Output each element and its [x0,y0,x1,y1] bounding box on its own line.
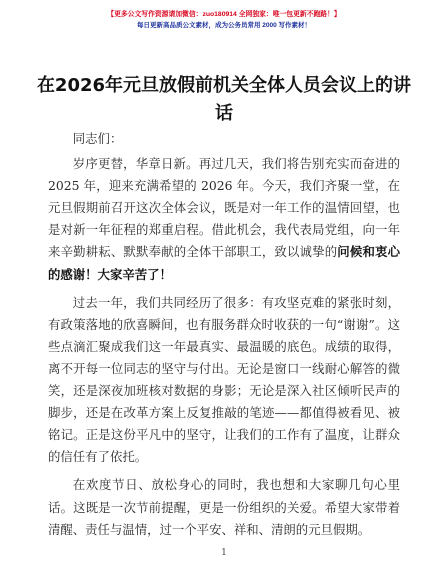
paragraph-2: 过去一年，我们共同经历了很多：有攻坚克难的紧张时刻，有政策落地的欣喜瞬间，也有服务群众时收获的一句“谢谢”。这些点滴汇聚成我们这一年最真实、最温暖的底色。成绩的取得，离不开每一位同志的坚守与付出。无论是窗口一线耐心解答的微笑，还是深夜加班核对数据的身影；无论是深入社区倾听民声的脚步，还是在改革方案上反复推敲的笔迹——都值得被看见、被铭记。正是这份平凡中的坚守，让我们的工作有了温度，让群众的信任有了依托。 [48,294,400,465]
promo-banner-line-1: 【更多公文写作资源请加微信：zuo180914 全网独家：唯一包更新不跑路！】 [107,11,341,18]
document-title: 在2026年元旦放假前机关全体人员会议上的讲话 [36,75,412,124]
paragraph-1-text: 岁序更替，华章日新。再过几天，我们将告别充实而奋进的 2025 年，迎来充满希望的 2026 年。今天，我们齐聚一堂，在元旦假期前召开这次全体会议，既是对一年工作的温情回望，也是对新一年征程的郑重启程。借此机会，我代表局党组，向一年来辛勤耕耘、默默奉献的全体干部职工，致以诚挚的 [48,156,400,260]
paragraph-1 [48,153,400,286]
paragraph-1-emphasis: 问候和衷心的感谢！大家辛苦了！ [48,244,400,282]
promo-banner-line-2: 每日更新高品质公文素材，成为公务员常用 2000 写作素材！ [136,22,312,29]
document-body [48,128,400,547]
page-number: 1 [221,548,227,558]
paragraph-3: 在欢度节日、放松身心的同时，我也想和大家聊几句心里话。这既是一次节前提醒，更是一份组织的关爱。希望大家带着清醒、责任与温情，过一个平安、祥和、清朗的元旦假期。 [48,477,400,537]
salutation: 同志们： [72,131,123,146]
